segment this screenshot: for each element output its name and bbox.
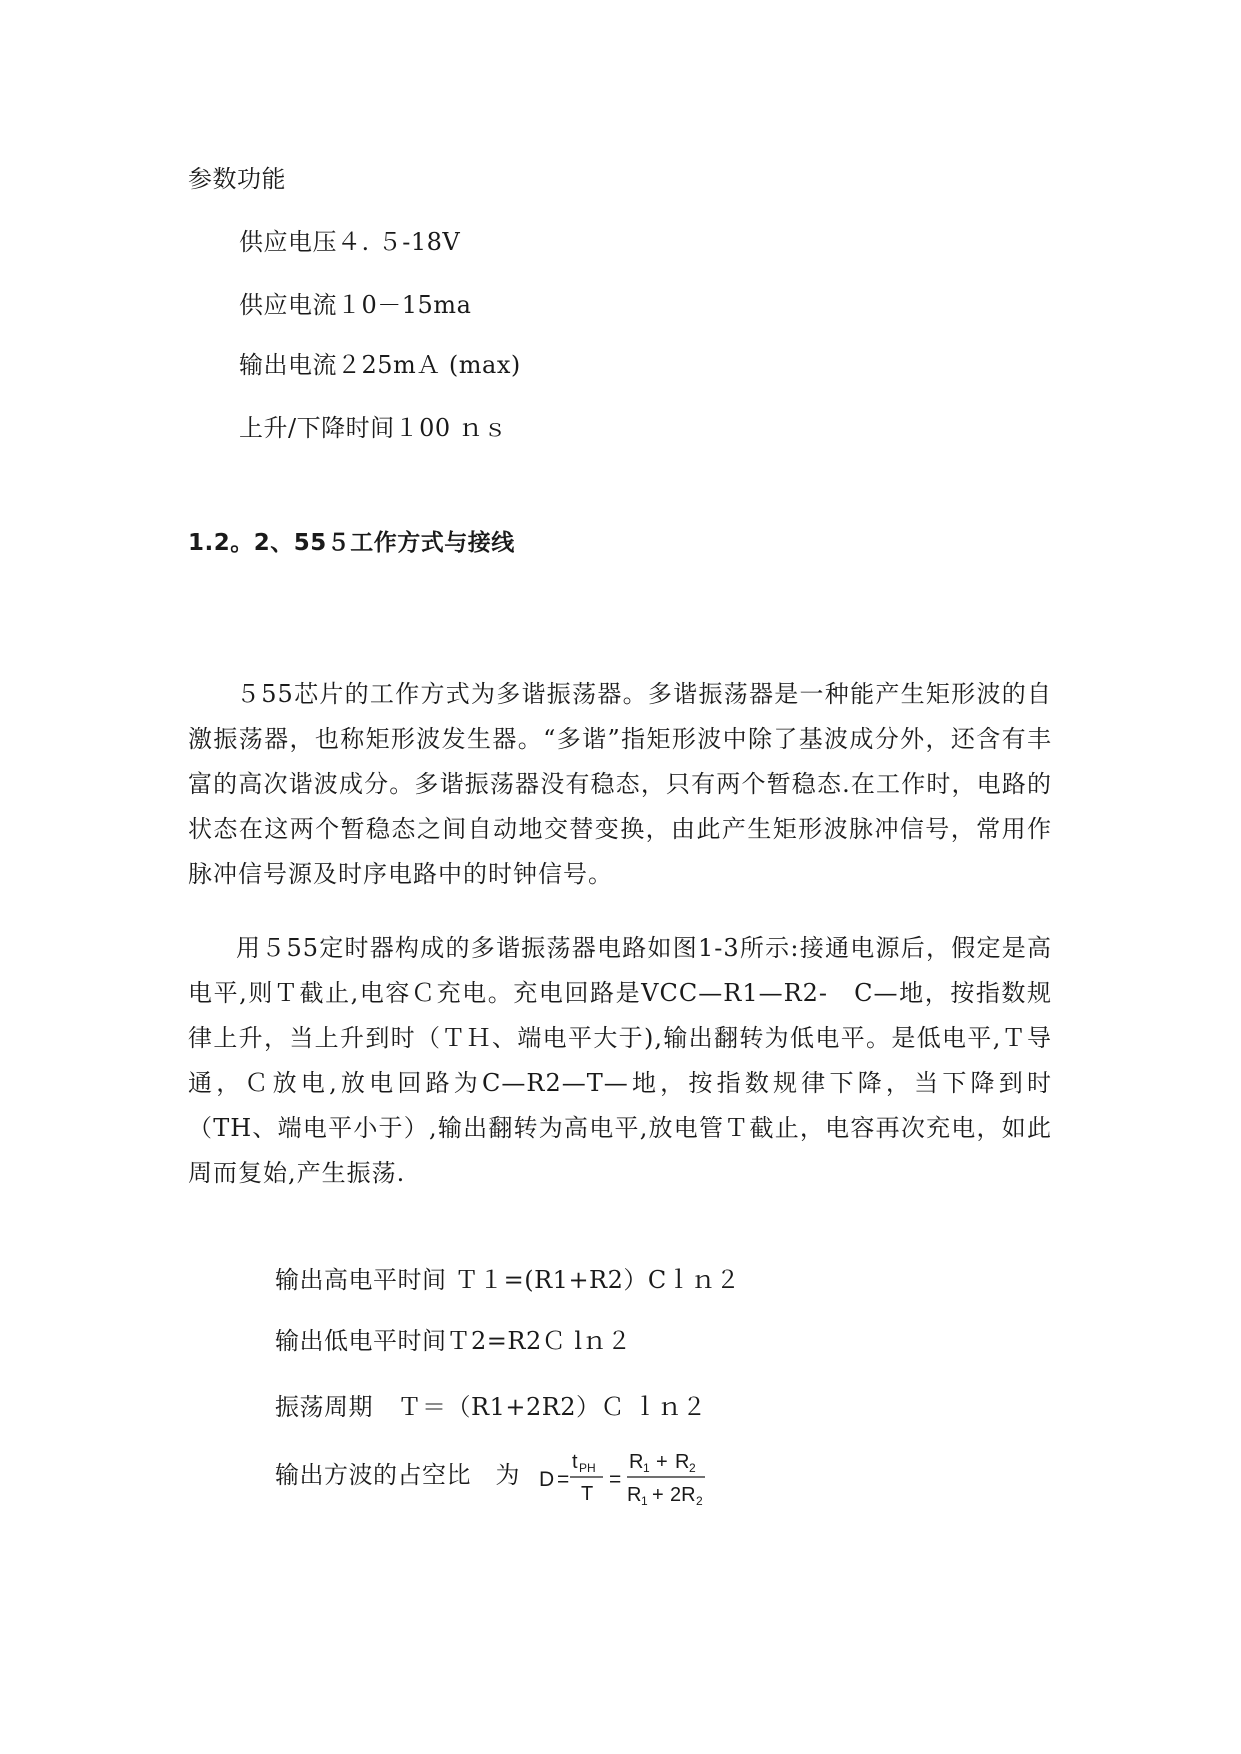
section-title: 参数功能 [188,165,286,193]
formula-r1-top-sub: 1 [643,1461,650,1475]
param-output-current: 输出电流２25mＡ (max) [239,351,521,379]
formula-2r2-bottom-sub: 2 [696,1494,703,1508]
formula-r2-top-sub: 2 [689,1461,696,1475]
formula-r1-top: R [629,1451,644,1473]
formula-r2-top: R [675,1451,690,1473]
formula-low-time: 输出低电平时间Ｔ2=R2Ｃ lｎ２ [275,1327,632,1355]
paragraph-circuit-description: 用５55定时器构成的多谐振荡器电路如图1-3所示:接通电源后，假定是高电平,则Ｔ截止,电容Ｃ充电。充电回路是VCC—R1—R2- C—地，按指数规律上升，当上升到时（ＴＨ、端电平大于),输出翻转为低电平。是低电平,Ｔ导通，Ｃ放电,放电回路为C—R2—T—地，按指数规律下降，当下降到时（TH、端电平小于）,输出翻转为高电平,放电管Ｔ截止，电容再次充电，如此周而复始,产生振荡. [188,934,1052,1187]
duty-cycle-formula [539,1444,729,1510]
formula-high-time: 输出高电平时间 Ｔ１=(R1+R2）Cｌｎ２ [275,1266,741,1294]
formula-denominator-t: T [581,1483,594,1505]
param-rise-fall-time: 上升/下降时间１00 ｎｓ [239,414,508,442]
param-supply-voltage: 供应电压４. ５-18V [239,228,461,256]
duty-cycle-label: 输出方波的占空比 为 [275,1461,520,1489]
formula-2r2-bottom: 2R [670,1484,696,1506]
param-supply-current: 供应电流１0－15ma [239,291,472,319]
section-heading: 1.2。2、55５工作方式与接线 [188,530,515,556]
formula-equals-2: = [609,1468,622,1491]
formula-tph-t: t [572,1451,578,1473]
formula-r1-bottom: R [627,1484,642,1506]
formula-tph-sub: PH [579,1461,596,1475]
paragraph-working-mode: ５55芯片的工作方式为多谐振荡器。多谐振荡器是一种能产生矩形波的自激振荡器，也称矩形波发生器。“多谐”指矩形波中除了基波成分外，还含有丰富的高次谐波成分。多谐振荡器没有稳态，只有两个暂稳态.在工作时，电路的状态在这两个暂稳态之间自动地交替变换，由此产生矩形波脉冲信号，常用作脉冲信号源及时序电路中的时钟信号。 [188,680,1052,888]
formula-plus-bottom: + [652,1484,664,1506]
formula-period: 振荡周期 Ｔ＝（R1+2R2）Ｃ ｌｎ２ [275,1393,707,1421]
formula-plus-top: + [656,1451,668,1473]
formula-lhs: D [539,1468,555,1491]
formula-r1-bottom-sub: 1 [641,1494,648,1508]
formula-equals-1: = [557,1468,570,1491]
